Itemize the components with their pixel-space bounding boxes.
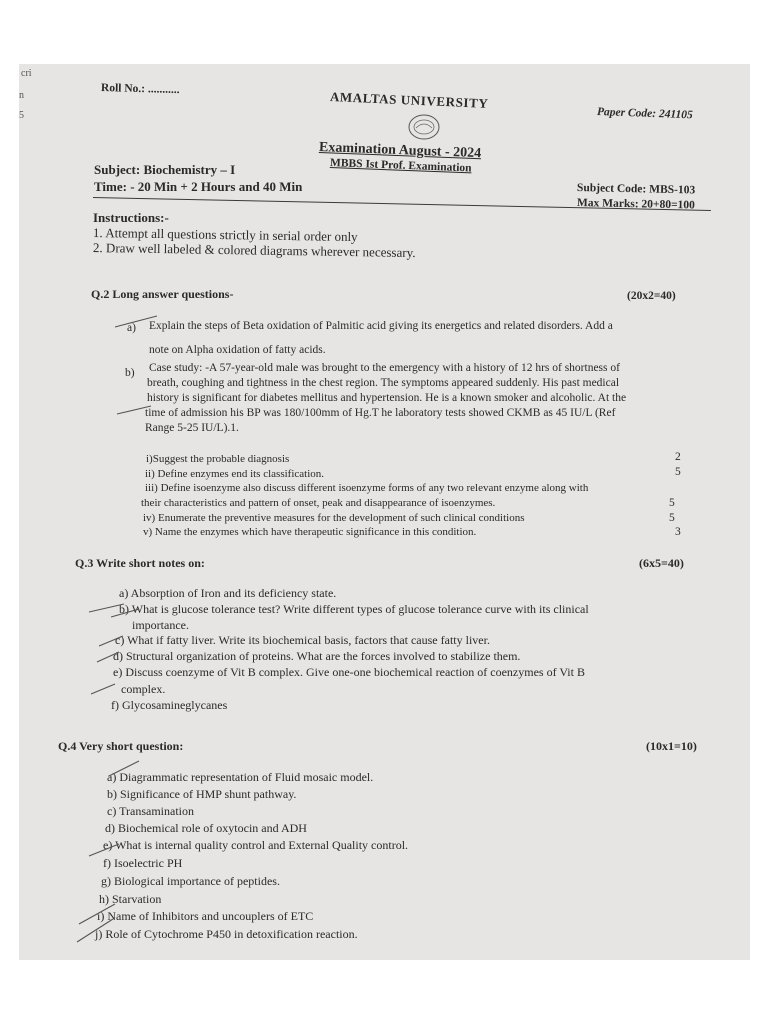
q4-item: g) Biological importance of peptides.	[101, 874, 280, 888]
q2b-text-line: Range 5-25 IU/L).1.	[145, 422, 239, 434]
q3-item: e) Discuss coenzyme of Vit B complex. Give one-one biochemical reaction of coenzymes of Vit B	[113, 665, 585, 679]
q2b-text-line: time of admission his BP was 180/100mm of Hg.T he laboratory tests showed CKMB as 45 IU/L (Ref	[145, 407, 616, 419]
q2b-subquestion: their characteristics and pattern of onset, peak and disappearance of isoenzymes.	[141, 497, 496, 509]
sub-mark: 3	[675, 526, 681, 538]
q4-item: f) Isoelectric PH	[103, 856, 183, 870]
q2a-label: a)	[127, 322, 136, 334]
edge-mark: 5	[19, 110, 24, 121]
q3-item: importance.	[132, 618, 189, 632]
q4-item: j) Role of Cytochrome P450 in detoxification reaction.	[95, 927, 358, 941]
program-name: MBBS Ist Prof. Examination	[329, 157, 472, 175]
q2-title: Q.2 Long answer questions-	[91, 287, 234, 301]
q4-item: b) Significance of HMP shunt pathway.	[107, 787, 297, 801]
q3-item: complex.	[121, 682, 166, 696]
q2-marks: (20x2=40)	[627, 290, 676, 302]
q2b-subquestion: iv) Enumerate the preventive measures for the development of such clinical conditions	[143, 512, 525, 524]
sub-mark: 5	[675, 466, 681, 478]
q2a-text-line: note on Alpha oxidation of fatty acids.	[149, 344, 326, 356]
subject-name: Subject: Biochemistry – I	[94, 162, 236, 177]
exam-time: Time: - 20 Min + 2 Hours and 40 Min	[94, 179, 303, 194]
q2b-text-line: Case study: -A 57-year-old male was brought to the emergency with a history of 12 hrs of shortness of	[149, 362, 620, 374]
q2b-text-line: breath, coughing and tightness in the chest region. The symptoms appeared suddenly. His past medical	[147, 377, 620, 389]
pen-tick-marks	[19, 64, 750, 960]
q4-item: c) Transamination	[107, 804, 194, 818]
q3-marks: (6x5=40)	[639, 556, 684, 570]
sub-mark: 5	[669, 497, 675, 509]
q4-title: Q.4 Very short question:	[58, 739, 184, 753]
exam-paper-photo	[19, 64, 750, 960]
roll-number-field: Roll No.: ...........	[100, 82, 180, 97]
q2b-subquestion: ii) Define enzymes end its classification.	[145, 468, 324, 480]
q4-item: a) Diagrammatic representation of Fluid mosaic model.	[107, 770, 374, 784]
q3-item: f) Glycosamineglycanes	[111, 698, 228, 712]
q3-item: d) Structural organization of proteins. What are the forces involved to stabilize them.	[113, 649, 521, 663]
q3-item: c) What if fatty liver. Write its biochemical basis, factors that cause fatty liver.	[115, 633, 490, 647]
q2a-text-line: Explain the steps of Beta oxidation of Palmitic acid giving its energetics and related disorders. Add a	[149, 320, 613, 332]
paper-code: Paper Code: 241105	[596, 106, 693, 122]
q2b-text-line: history is significant for diabetes mellitus and hypertension. He is a known smoker and alcoholic. At the	[147, 392, 627, 404]
q4-marks: (10x1=10)	[646, 739, 697, 753]
q2b-subquestion: iii) Define isoenzyme also discuss different isoenzyme forms of any two relevant enzyme along with	[145, 482, 589, 494]
q2b-subquestion: i)Suggest the probable diagnosis	[146, 453, 290, 465]
edge-mark: cri	[21, 68, 32, 79]
subject-code: Subject Code: MBS-103	[576, 182, 696, 197]
max-marks: Max Marks: 20+80=100	[576, 197, 695, 212]
q4-item: i) Name of Inhibitors and uncouplers of ETC	[97, 909, 314, 923]
sub-mark: 2	[675, 451, 681, 463]
q3-item: a) Absorption of Iron and its deficiency state.	[119, 586, 337, 600]
instruction-item: 1. Attempt all questions strictly in serial order only	[92, 225, 358, 245]
exam-session: Examination August - 2024	[318, 140, 482, 162]
edge-mark: n	[19, 90, 24, 101]
instructions-title: Instructions:-	[93, 210, 169, 225]
instruction-item: 2. Draw well labeled & colored diagrams wherever necessary.	[92, 240, 416, 261]
q2b-label: b)	[125, 367, 135, 379]
university-name: AMALTAS UNIVERSITY	[329, 89, 489, 111]
q3-title: Q.3 Write short notes on:	[75, 556, 205, 570]
q4-item: h) Starvation	[99, 892, 162, 906]
q4-item: d) Biochemical role of oxytocin and ADH	[105, 821, 307, 835]
q4-item: e) What is internal quality control and External Quality control.	[103, 838, 409, 852]
q2b-subquestion: v) Name the enzymes which have therapeutic significance in this condition.	[143, 526, 477, 538]
sub-mark: 5	[669, 512, 675, 524]
q3-item: b) What is glucose tolerance test? Write different types of glucose tolerance curve with its clinical	[119, 602, 589, 616]
